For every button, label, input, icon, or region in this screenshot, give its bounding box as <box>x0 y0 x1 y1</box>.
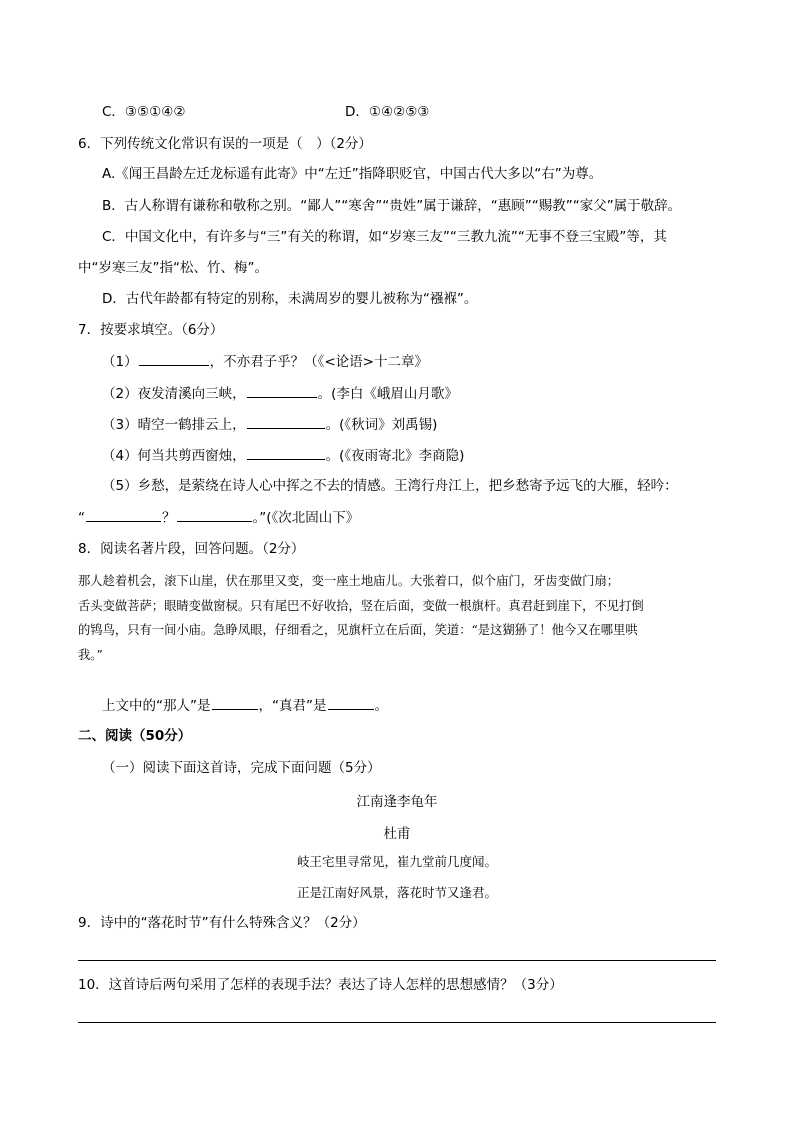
q7-item-2 <box>102 384 458 403</box>
q8-question-part-a: 上文中的“那人”是 <box>102 698 211 714</box>
q8-passage-line: 那人趁着机会，滚下山崖，伏在那里又变，变一座土地庙儿。大张着口，似个庙门，牙齿变做门扇； <box>78 574 620 588</box>
q5-option-c: C．③⑤①④② <box>102 104 186 120</box>
q7-blank-4[interactable] <box>247 446 325 460</box>
q10-stem: 10．这首诗后两句采用了怎样的表现手法？表达了诗人怎样的思想感情？（3分） <box>78 977 563 993</box>
q9-stem: 9．诗中的“落花时节”有什么特殊含义？（2分） <box>78 915 366 931</box>
q7-blank-5b[interactable] <box>177 508 252 522</box>
q7-item-3 <box>102 415 437 434</box>
q8-question <box>102 696 388 715</box>
q7-item-3-text: （3）晴空一鹤排云上， <box>102 417 246 433</box>
q8-question-part-b: ，“真君”是 <box>258 698 327 714</box>
q7-item-5-question-mark: ？ <box>162 510 176 526</box>
q8-blank-2[interactable] <box>328 696 374 710</box>
q8-passage-line: 舌头变做菩萨；眼睛变做窗棂。只有尾巴不好收拾，竖在后面，变做一根旗杆。真君赶到崖下，不见打倒 <box>78 598 644 613</box>
section-2-subheading: （一）阅读下面这首诗，完成下面问题（5分） <box>102 760 381 776</box>
q7-item-4-source: 。(《夜雨寄北》李商隐) <box>325 448 465 464</box>
q7-stem: 7．按要求填空。（6分） <box>78 322 224 338</box>
q7-item-2-source: 。(李白《峨眉山月歌》 <box>317 386 458 402</box>
poem-title: 江南逢李龟年 <box>356 794 438 810</box>
q7-blank-5a[interactable] <box>86 508 161 522</box>
q7-item-3-source: 。(《秋词》刘禹锡) <box>325 417 438 433</box>
q6-option-c-line1: C．中国文化中，有许多与“三”有关的称谓，如“岁寒三友”“三教九流”“无事不登三宝殿”等，其 <box>102 229 667 245</box>
section-2-heading: 二、阅读（50分） <box>78 728 192 744</box>
q7-item-4 <box>102 446 464 465</box>
poem-author: 杜甫 <box>383 826 411 842</box>
q9-answer-line[interactable] <box>78 960 716 961</box>
q8-stem: 8．阅读名著片段，回答问题。（2分） <box>78 541 305 557</box>
q8-passage <box>78 569 718 667</box>
poem-line-1: 岐王宅里寻常见，崔九堂前几度闻。 <box>296 854 497 869</box>
q5-option-d: D．①④②⑤③ <box>345 104 430 120</box>
q6-option-b: B．古人称谓有谦称和敬称之别。“鄙人”“寒舍”“贵姓”属于谦辞，“惠顾”“赐教”“家父”属于敬辞。 <box>102 198 682 214</box>
poem-line-2: 正是江南好风景，落花时节又逢君。 <box>296 885 497 900</box>
q8-passage-line: 的鸨鸟，只有一间小庙。急睁凤眼，仔细看之，见旗杆立在后面，笑道：“是这猢狲了！他今又在哪里哄 <box>78 623 638 637</box>
q7-blank-2[interactable] <box>247 384 317 398</box>
q7-item-5-open-quote: “ <box>78 510 85 526</box>
q7-item-4-text: （4）何当共剪西窗烛， <box>102 448 246 464</box>
q7-blank-3[interactable] <box>247 415 325 429</box>
q7-item-5-source: 。”(《次北固山下》 <box>252 510 360 526</box>
q6-option-c-line2: 中“岁寒三友”指“松、竹、梅”。 <box>78 260 268 276</box>
q7-item-1-text: ，不亦君子乎？（《<论语>十二章》 <box>209 354 428 370</box>
q7-item-1 <box>102 352 428 371</box>
q7-item-2-text: （2）夜发清溪向三峡， <box>102 386 246 402</box>
q8-passage-line: 我。” <box>78 647 103 662</box>
q8-question-part-c: 。 <box>374 698 388 714</box>
q6-option-a: A.《闻王昌龄左迁龙标遥有此寄》中“左迁”指降职贬官，中国古代大多以“右”为尊。 <box>102 166 603 182</box>
q8-blank-1[interactable] <box>212 696 258 710</box>
q10-answer-line[interactable] <box>78 1022 716 1023</box>
q7-item-5-line1: （5）乡愁，是萦绕在诗人心中挥之不去的情感。王湾行舟江上，把乡愁寄予远飞的大雁，轻吟： <box>102 478 678 494</box>
q6-option-d: D．古代年龄都有特定的别称，未满周岁的婴儿被称为“襁褓”。 <box>102 291 478 307</box>
q7-blank-1[interactable] <box>139 352 209 366</box>
q6-stem: 6．下列传统文化常识有误的一项是（ ）（2分） <box>78 136 372 152</box>
q7-item-5-line2 <box>78 508 359 527</box>
q7-item-1-number: （1） <box>102 354 138 370</box>
